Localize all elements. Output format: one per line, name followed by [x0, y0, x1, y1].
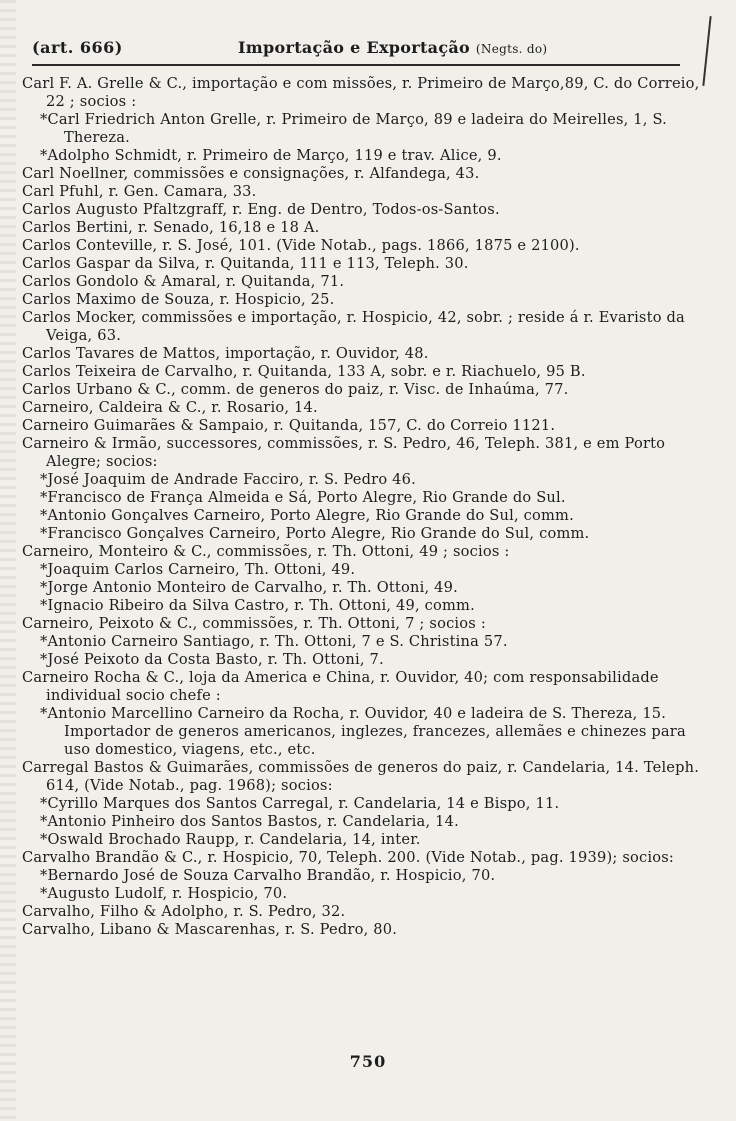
firm-entry: Carlos Gaspar da Silva, r. Quitanda, 111 e 113, Teleph. 30. [22, 255, 469, 272]
firm-entry: Carneiro, Monteiro & C., commissões, r. Th. Ottoni, 49 ; socios : [22, 543, 510, 560]
partner-entry: *Oswald Brochado Raupp, r. Candelaria, 14, inter. [40, 831, 421, 848]
section-title [238, 38, 547, 57]
partner-entry: *José Peixoto da Costa Basto, r. Th. Ottoni, 7. [40, 651, 384, 668]
firm-entry: Carvalho, Libano & Mascarenhas, r. S. Pedro, 80. [22, 921, 398, 938]
partner-entry: *Francisco de França Almeida e Sá, Porto Alegre, Rio Grande do Sul. [40, 489, 566, 506]
partner-entry: *José Joaquim de Andrade Facciro, r. S. Pedro 46. [40, 471, 416, 488]
firm-entry: Carl Pfuhl, r. Gen. Camara, 33. [22, 183, 257, 200]
section-title-text: Importação e Exportação [238, 38, 471, 57]
partner-entry: *Joaquim Carlos Carneiro, Th. Ottoni, 49. [40, 561, 356, 578]
partner-entry: *Carl Friedrich Anton Grelle, r. Primeiro de Março, 89 e ladeira do Meirelles, 1, S. Thereza. [40, 111, 667, 146]
partner-entry: *Bernardo José de Souza Carvalho Brandão, r. Hospicio, 70. [40, 867, 496, 884]
firm-entry: Carneiro Rocha & C., loja da America e China, r. Ouvidor, 40; com responsabilidade individual socio chefe : [22, 669, 659, 704]
firm-entry: Carneiro, Caldeira & C., r. Rosario, 14. [22, 399, 318, 416]
partner-entry: *Jorge Antonio Monteiro de Carvalho, r. Th. Ottoni, 49. [40, 579, 458, 596]
firm-entry: Carlos Mocker, commissões e importação, r. Hospicio, 42, sobr. ; reside á r. Evaristo da Veiga, 63. [22, 309, 685, 344]
partner-entry: *Augusto Ludolf, r. Hospicio, 70. [40, 885, 288, 902]
firm-entry: Carl F. A. Grelle & C., importação e com missões, r. Primeiro de Março,89, C. do Correio, 22 ; socios : [22, 75, 700, 110]
firm-entry: Carlos Teixeira de Carvalho, r. Quitanda, 133 A, sobr. e r. Riachuelo, 95 B. [22, 363, 586, 380]
partner-entry: *Adolpho Schmidt, r. Primeiro de Março, 119 e trav. Alice, 9. [40, 147, 502, 164]
firm-entry: Carneiro & Irmão, successores, commissões, r. S. Pedro, 46, Teleph. 381, e em Porto Alegre; socios: [22, 435, 666, 470]
firm-entry: Carvalho, Filho & Adolpho, r. S. Pedro, 32. [22, 903, 346, 920]
firm-entry: Carlos Urbano & C., comm. de generos do paiz, r. Visc. de Inhaúma, 77. [22, 381, 569, 398]
firm-entry: Carvalho Brandão & C., r. Hospicio, 70, Teleph. 200. (Vide Notab., pag. 1939); socios: [22, 849, 675, 866]
firm-entry: Carlos Bertini, r. Senado, 16,18 e 18 A. [22, 219, 320, 236]
partner-entry: *Antonio Pinheiro dos Santos Bastos, r. Candelaria, 14. [40, 813, 459, 830]
firm-entry: Carlos Gondolo & Amaral, r. Quitanda, 71. [22, 273, 345, 290]
partner-entry: *Antonio Gonçalves Carneiro, Porto Alegre, Rio Grande do Sul, comm. [40, 507, 574, 524]
partner-entry: *Antonio Marcellino Carneiro da Rocha, r. Ouvidor, 40 e ladeira de S. Thereza, 15. Importador de generos americanos, inglezes, francezes, allemães e chinezes para uso domestico, viagens, etc., etc. [40, 705, 686, 758]
partner-entry: *Ignacio Ribeiro da Silva Castro, r. Th. Ottoni, 49, comm. [40, 597, 475, 614]
firm-entry: Carlos Maximo de Souza, r. Hospicio, 25. [22, 291, 335, 308]
scan-edge-noise [0, 0, 16, 1121]
partner-entry: *Cyrillo Marques dos Santos Carregal, r. Candelaria, 14 e Bispo, 11. [40, 795, 560, 812]
partner-entry: *Francisco Gonçalves Carneiro, Porto Alegre, Rio Grande do Sul, comm. [40, 525, 590, 542]
firm-entry: Carlos Augusto Pfaltzgraff, r. Eng. de Dentro, Todos-os-Santos. [22, 201, 500, 218]
directory-entries [22, 75, 712, 939]
article-number: (art. 666) [32, 38, 123, 57]
firm-entry: Carneiro Guimarães & Sampaio, r. Quitanda, 157, C. do Correio 1121. [22, 417, 556, 434]
firm-entry: Carlos Conteville, r. S. José, 101. (Vide Notab., pags. 1866, 1875 e 2100). [22, 237, 580, 254]
page-header [32, 36, 680, 66]
section-subtitle: (Negts. do) [475, 42, 548, 56]
firm-entry: Carlos Tavares de Mattos, importação, r. Ouvidor, 48. [22, 345, 429, 362]
firm-entry: Carl Noellner, commissões e consignações, r. Alfandega, 43. [22, 165, 480, 182]
page-number: 750 [349, 1052, 387, 1071]
firm-entry: Carneiro, Peixoto & C., commissões, r. Th. Ottoni, 7 ; socios : [22, 615, 486, 632]
partner-entry: *Antonio Carneiro Santiago, r. Th. Ottoni, 7 e S. Christina 57. [40, 633, 508, 650]
firm-entry: Carregal Bastos & Guimarães, commissões de generos do paiz, r. Candelaria, 14. Teleph. 614, (Vide Notab., pag. 1968); socios: [22, 759, 700, 794]
